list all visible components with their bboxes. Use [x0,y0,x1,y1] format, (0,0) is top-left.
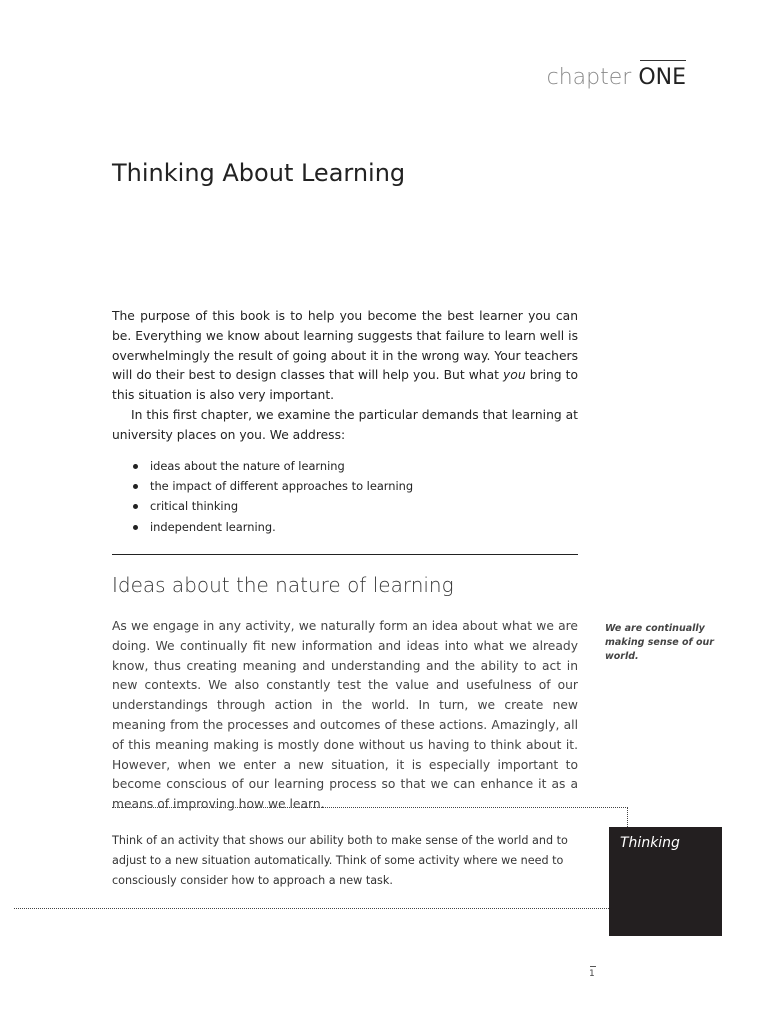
emphasis-you: you [503,368,526,383]
bullet-icon [133,504,138,509]
thinking-box [609,827,722,936]
margin-note: We are continually making sense of our world. [605,623,714,662]
chapter-word: chapter [546,65,632,90]
activity-border-side [627,807,628,827]
page-number-mark [590,966,596,967]
section-body: As we engage in any activity, we naturally form an idea about what we are doing. We continually fit new information and ideas into what we already know, thus creating meaning and understanding and the ability to act in new contexts. We also constantly test the value and usefulness of our understandings through action in the world. In turn, we create new meaning from the processes and outcomes of these actions. Amazingly, all of this meaning making is mostly done without us having to think about it. However, when we enter a new situation, it is especially important to become conscious of our learning process so that we can enhance it as a means of improving how we learn. [112,619,578,812]
list-item: ideas about the nature of learning [131,456,413,476]
bullet-icon [133,464,138,469]
intro-paragraph-1: The purpose of this book is to help you become the best learner you can be. Everything we know about learning suggests that failure to learn well is overwhelmingly the result of going about it in the wrong way. Your teachers will do their best to design classes that will help you. But what you bring to this situation is also very important. [112,309,578,403]
activity-text: Think of an activity that shows our ability both to make sense of the world and to adjust to a new situation automatically. Think of some activity where we need to consciously consider how to approach a new task. [112,834,568,887]
thinking-label: Thinking [620,835,680,851]
list-item: independent learning. [131,517,413,537]
list-item: the impact of different approaches to learning [131,476,413,496]
intro-text [112,307,578,446]
section-heading: Ideas about the nature of learning [112,573,454,597]
bullet-icon [133,525,138,530]
chapter-heading [547,63,686,93]
section-divider [112,554,578,555]
page-title: Thinking About Learning [112,159,406,187]
chapter-number: ONE [638,65,686,90]
list-item: critical thinking [131,496,413,516]
activity-border-bottom [14,908,609,909]
activity-border-top [112,807,628,808]
chapter-rule [640,60,686,61]
topic-list [131,456,413,537]
page-number: 1 [589,969,595,979]
bullet-icon [133,484,138,489]
intro-paragraph-2: In this first chapter, we examine the particular demands that learning at university places on you. We address: [112,407,578,442]
